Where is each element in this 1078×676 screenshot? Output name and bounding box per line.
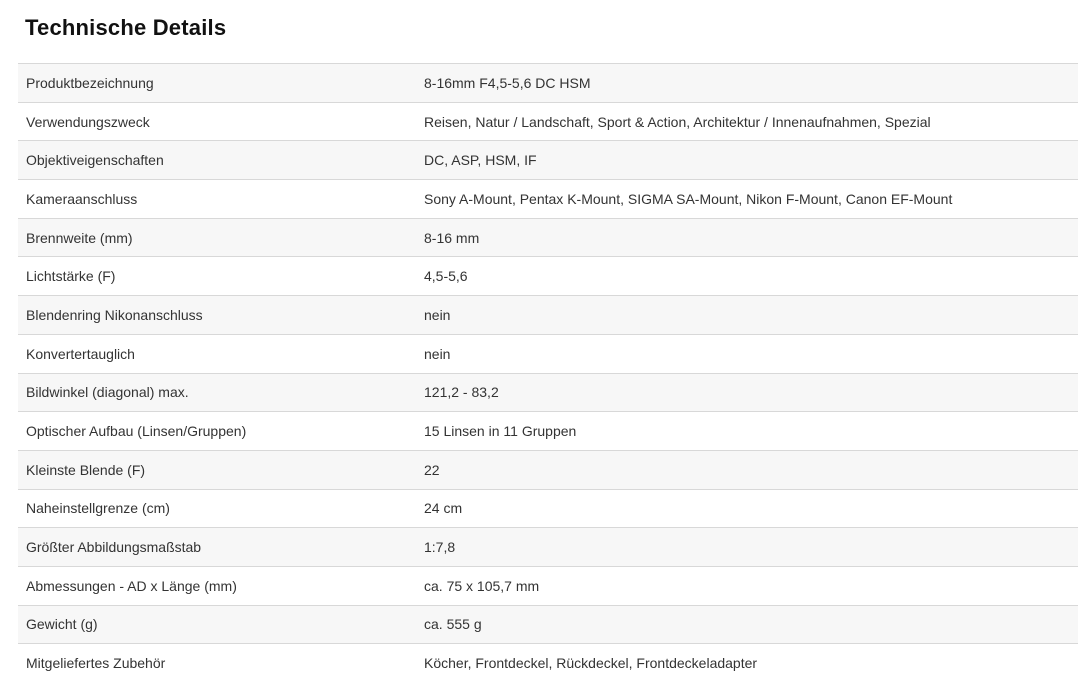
row-label: Abmessungen - AD x Länge (mm) [26, 577, 237, 594]
table-row [18, 140, 1078, 179]
row-label: Mitgeliefertes Zubehör [26, 655, 166, 672]
row-value: Köcher, Frontdeckel, Rückdeckel, Frontdeckeladapter [424, 655, 758, 672]
row-label: Naheinstellgrenze (cm) [26, 500, 170, 517]
table-row [18, 373, 1078, 412]
table-row [18, 102, 1078, 141]
row-value: 121,2 - 83,2 [424, 384, 499, 401]
table-row [18, 489, 1078, 528]
row-label: Kameraanschluss [26, 190, 138, 207]
details-table [18, 63, 1078, 676]
table-row [18, 63, 1078, 102]
row-value: 22 [424, 461, 440, 478]
row-value: ca. 75 x 105,7 mm [424, 577, 540, 594]
row-label: Optischer Aufbau (Linsen/Gruppen) [26, 423, 247, 440]
table-row [18, 643, 1078, 676]
row-label: Konvertertauglich [26, 345, 135, 362]
table-row [18, 179, 1078, 218]
row-value: 24 cm [424, 500, 463, 517]
row-label: Produktbezeichnung [26, 74, 154, 91]
row-label: Objektiveigenschaften [26, 152, 164, 169]
row-label: Lichtstärke (F) [26, 268, 116, 285]
table-row [18, 295, 1078, 334]
row-value: DC, ASP, HSM, IF [424, 152, 537, 169]
row-value: 8-16mm F4,5-5,6 DC HSM [424, 74, 591, 91]
row-label: Blendenring Nikonanschluss [26, 306, 203, 323]
table-row [18, 527, 1078, 566]
table-row [18, 218, 1078, 257]
table-row [18, 566, 1078, 605]
row-label: Verwendungszweck [26, 113, 150, 130]
row-value: Reisen, Natur / Landschaft, Sport & Action, Architektur / Innenaufnahmen, Spezial [424, 113, 931, 130]
row-label: Kleinste Blende (F) [26, 461, 146, 478]
row-value: 15 Linsen in 11 Gruppen [424, 423, 577, 440]
row-value: nein [424, 306, 451, 323]
table-row [18, 334, 1078, 373]
row-value: nein [424, 345, 451, 362]
row-label: Gewicht (g) [26, 616, 98, 633]
row-value: 4,5-5,6 [424, 268, 468, 285]
row-label: Brennweite (mm) [26, 229, 133, 246]
row-value: ca. 555 g [424, 616, 482, 633]
row-value: 1:7,8 [424, 539, 456, 556]
table-row [18, 411, 1078, 450]
table-row [18, 605, 1078, 644]
row-value: 8-16 mm [424, 229, 480, 246]
page-title: Technische Details [25, 15, 227, 40]
table-row [18, 256, 1078, 295]
row-value: Sony A-Mount, Pentax K-Mount, SIGMA SA-Mount, Nikon F-Mount, Canon EF-Mount [424, 190, 953, 207]
table-row [18, 450, 1078, 489]
row-label: Größter Abbildungsmaßstab [26, 539, 202, 556]
row-label: Bildwinkel (diagonal) max. [26, 384, 189, 401]
